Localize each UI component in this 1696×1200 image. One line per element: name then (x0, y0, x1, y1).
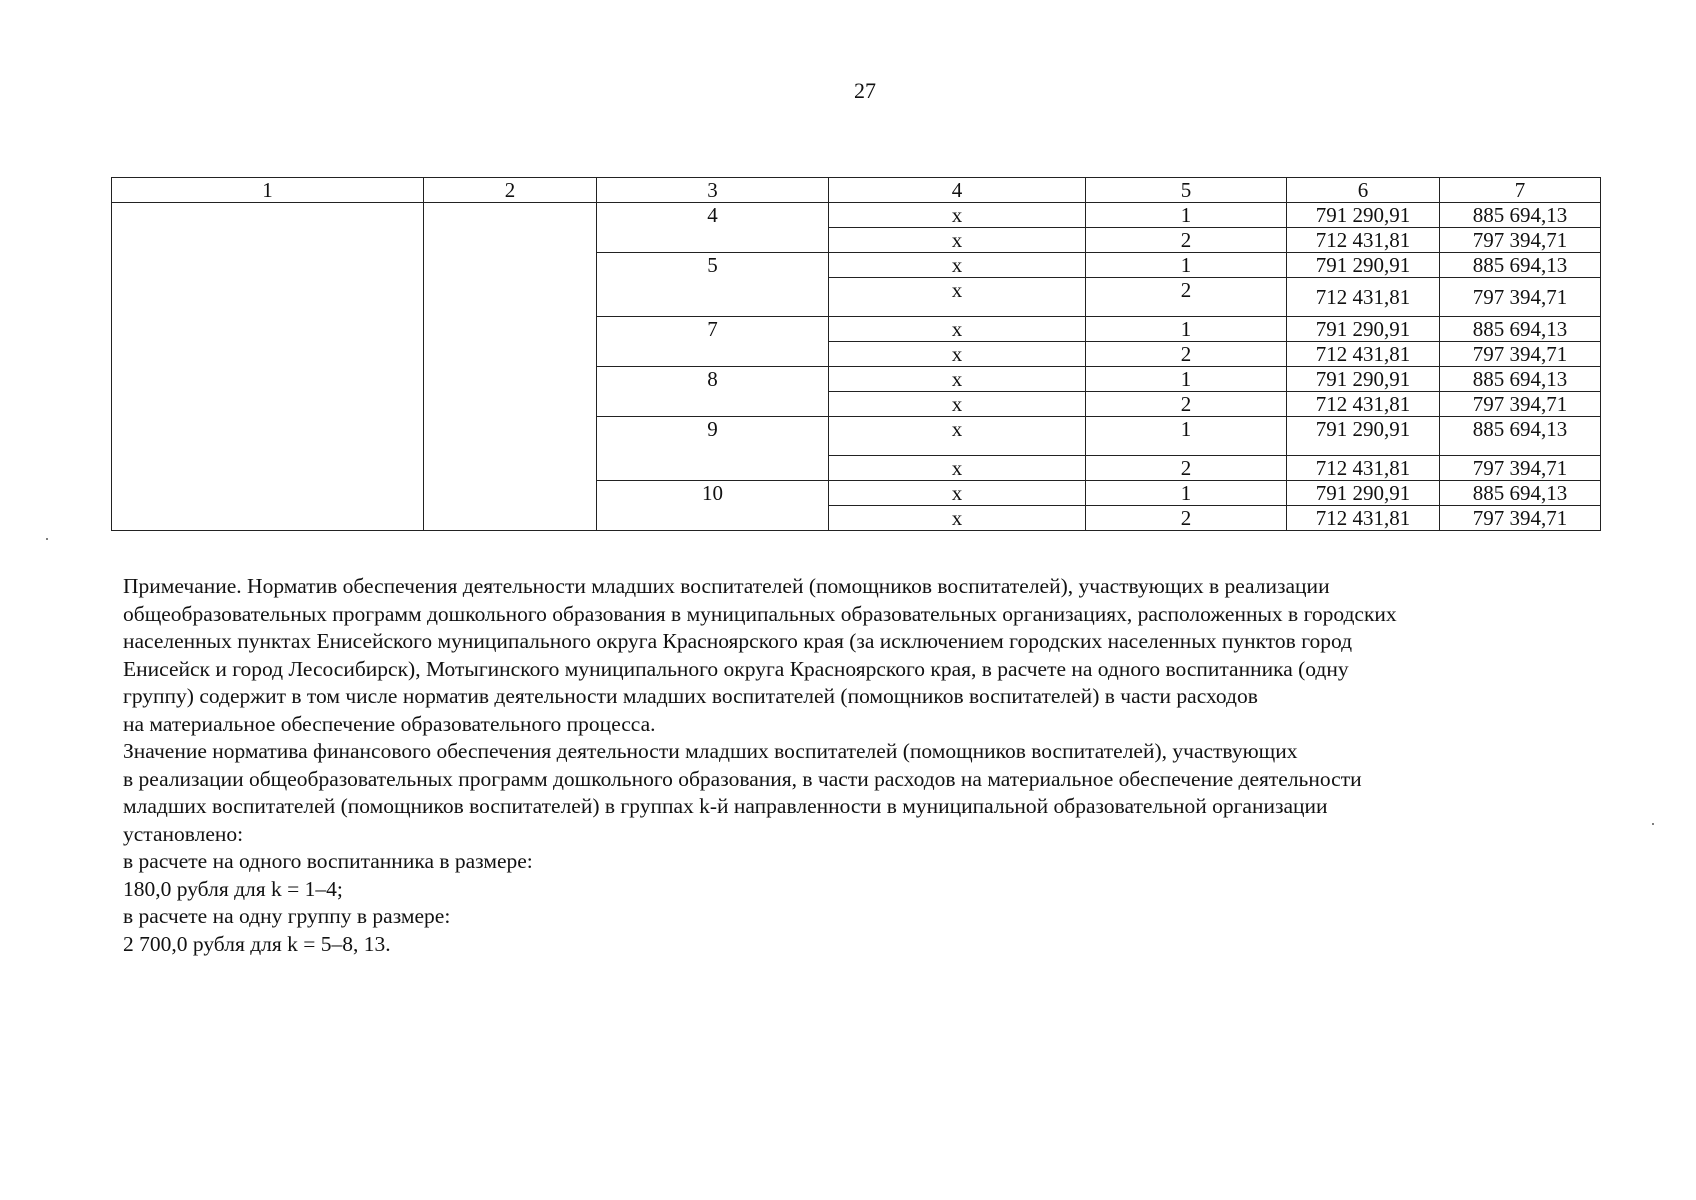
column-header: 6 (1287, 178, 1440, 203)
cell-col4: х (829, 456, 1086, 481)
cell-col4: х (829, 228, 1086, 253)
cell-col6: 791 290,91 (1287, 203, 1440, 228)
cell-col6: 712 431,81 (1287, 228, 1440, 253)
cell-col6: 712 431,81 (1287, 506, 1440, 531)
cell-col7: 885 694,13 (1440, 253, 1601, 278)
column-header: 7 (1440, 178, 1601, 203)
table-row (112, 203, 1601, 228)
cell-col7: 885 694,13 (1440, 367, 1601, 392)
cell-col7: 885 694,13 (1440, 417, 1601, 456)
cell-col4: х (829, 417, 1086, 456)
cell-col4: х (829, 367, 1086, 392)
note-line: Енисейск и город Лесосибирск), Мотыгинского муниципального округа Красноярского края, в расчете на одного воспитанника (одну (123, 656, 1349, 681)
cell-col5: 2 (1086, 506, 1287, 531)
cell-col6: 712 431,81 (1287, 456, 1440, 481)
note-line: Примечание. Норматив обеспечения деятельности младших воспитателей (помощников воспитателей), участвующих в реализации (123, 574, 1330, 598)
group-k-cell: 5 (597, 253, 829, 317)
cell-col5: 1 (1086, 417, 1287, 456)
value-line: в реализации общеобразовательных программ дошкольного образования, в части расходов на материальное обеспечение деятельности (123, 766, 1362, 791)
cell-col7: 797 394,71 (1440, 342, 1601, 367)
column-header: 5 (1086, 178, 1287, 203)
page-number: 27 (854, 78, 876, 103)
cell-col7: 797 394,71 (1440, 278, 1601, 317)
cell-col4: х (829, 342, 1086, 367)
per-pupil-value: 180,0 рубля для k = 1–4; (123, 876, 343, 901)
cell-col4: х (829, 278, 1086, 317)
column-header: 4 (829, 178, 1086, 203)
cell-col5: 1 (1086, 367, 1287, 392)
group-k-cell: 10 (597, 481, 829, 531)
cell-col4: х (829, 253, 1086, 278)
table-header-row (112, 178, 1601, 203)
column-header: 1 (112, 178, 424, 203)
scan-speck (46, 538, 48, 540)
cell-col7: 797 394,71 (1440, 456, 1601, 481)
scan-speck (1652, 823, 1654, 825)
norm-table (111, 177, 1601, 531)
cell-col5: 2 (1086, 228, 1287, 253)
cell-col4: х (829, 392, 1086, 417)
value-line: младших воспитателей (помощников воспитателей) в группах k-й направленности в муниципальной образовательной организации (123, 794, 1328, 818)
cell-col5: 1 (1086, 253, 1287, 278)
cell-col7: 885 694,13 (1440, 317, 1601, 342)
cell-col4: х (829, 203, 1086, 228)
cell-col7: 885 694,13 (1440, 203, 1601, 228)
column-header: 2 (424, 178, 597, 203)
cell-col5: 2 (1086, 278, 1287, 317)
cell-col6: 712 431,81 (1287, 278, 1440, 317)
cell-col6: 791 290,91 (1287, 367, 1440, 392)
cell-col4: х (829, 481, 1086, 506)
cell-col5: 1 (1086, 481, 1287, 506)
group-k-cell: 9 (597, 417, 829, 481)
cell-col5: 2 (1086, 456, 1287, 481)
column-header: 3 (597, 178, 829, 203)
cell-col7: 797 394,71 (1440, 506, 1601, 531)
cell-col5: 2 (1086, 342, 1287, 367)
cell-col4: х (829, 317, 1086, 342)
group-k-cell: 8 (597, 367, 829, 417)
value-line: установлено: (123, 821, 244, 846)
group-k-cell: 7 (597, 317, 829, 367)
empty-cell-col1 (112, 203, 424, 531)
cell-col6: 712 431,81 (1287, 342, 1440, 367)
cell-col5: 1 (1086, 203, 1287, 228)
note-line: на материальное обеспечение образовательного процесса. (123, 711, 656, 736)
cell-col4: х (829, 506, 1086, 531)
note-line: населенных пунктах Енисейского муниципального округа Красноярского края (за исключением городских населенных пунктов город (123, 629, 1353, 653)
group-k-cell: 4 (597, 203, 829, 253)
per-group-intro: в расчете на одну группу в размере: (123, 904, 451, 928)
cell-col7: 885 694,13 (1440, 481, 1601, 506)
cell-col6: 712 431,81 (1287, 392, 1440, 417)
cell-col6: 791 290,91 (1287, 481, 1440, 506)
cell-col5: 1 (1086, 317, 1287, 342)
value-line: Значение норматива финансового обеспечения деятельности младших воспитателей (помощников воспитателей), участвующих (123, 739, 1298, 763)
per-pupil-intro: в расчете на одного воспитанника в размере: (123, 849, 533, 873)
cell-col7: 797 394,71 (1440, 392, 1601, 417)
cell-col5: 2 (1086, 392, 1287, 417)
note-line: общеобразовательных программ дошкольного образования в муниципальных образовательных организациях, расположенных в городских (123, 601, 1397, 626)
cell-col6: 791 290,91 (1287, 317, 1440, 342)
empty-cell-col2 (424, 203, 597, 531)
per-group-value: 2 700,0 рубля для k = 5–8, 13. (123, 931, 391, 956)
note-line: группу) содержит в том числе норматив деятельности младших воспитателей (помощников воспитателей) в части расходов (123, 684, 1258, 708)
cell-col6: 791 290,91 (1287, 417, 1440, 456)
note-section (123, 573, 1597, 958)
cell-col7: 797 394,71 (1440, 228, 1601, 253)
cell-col6: 791 290,91 (1287, 253, 1440, 278)
